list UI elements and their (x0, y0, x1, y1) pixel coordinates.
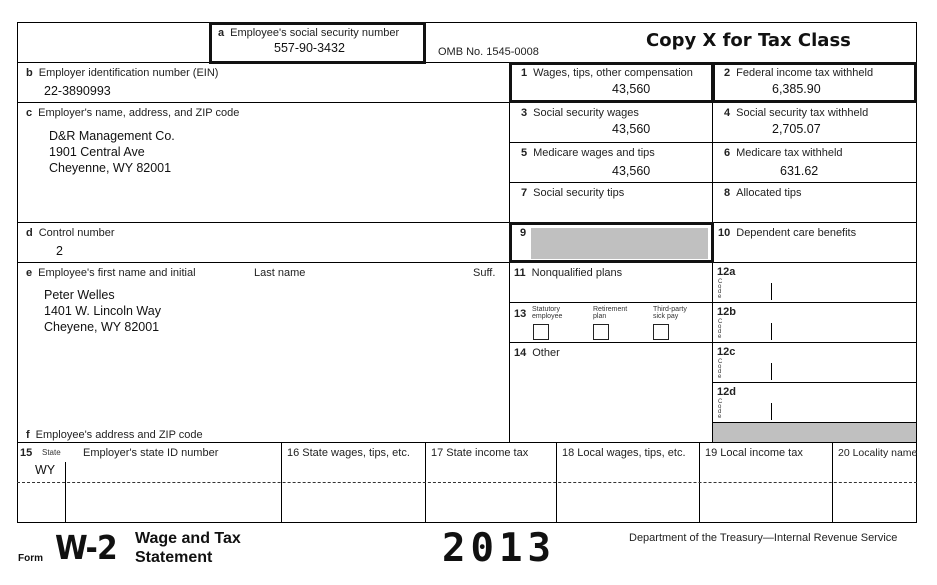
statutory-label-1: Statutory (532, 306, 561, 313)
rule-v-state-id (65, 462, 66, 523)
box-7-label-text: Social security tips (533, 187, 625, 199)
box-9-number: 9 (520, 227, 527, 239)
form-name: W-2 (55, 528, 117, 567)
box-d-label (26, 227, 115, 239)
suffix-label: Suff. (473, 267, 496, 279)
box-d-label-text: Control number (38, 227, 115, 239)
box-e-label-text: Employee's first name and initial (38, 267, 196, 279)
box-8-label (724, 187, 802, 199)
medicare-tax-value[interactable]: 631.62 (780, 164, 819, 178)
box-4-label-text: Social security tax withheld (736, 107, 869, 119)
form-word: Form (18, 553, 43, 564)
wages-value[interactable]: 43,560 (612, 82, 651, 96)
box-7-label (521, 187, 624, 199)
box-14-label (514, 347, 560, 359)
box-a-label-text: Employee's social security number (230, 27, 400, 39)
box-10-label (718, 227, 856, 239)
rule-row-e (17, 262, 917, 263)
form-title-line-2: Statement (135, 549, 213, 566)
box-2-label (724, 67, 873, 79)
ss-tax-value[interactable]: 2,705.07 (772, 122, 821, 136)
box-15-id-label: Employer's state ID number (83, 447, 219, 459)
box-11-label-text: Nonqualified plans (531, 267, 623, 279)
box-12a-code-label: Code (718, 279, 723, 300)
box-b-label-text: Employer identification number (EIN) (38, 67, 219, 79)
box-20-label: 20 Locality name (838, 447, 918, 459)
rule-r-142 (509, 142, 917, 143)
box-5-label-text: Medicare wages and tips (533, 147, 655, 159)
tax-year: 2013 (442, 526, 556, 571)
department-label: Department of the Treasury—Internal Revenue Service (629, 532, 898, 544)
form-title-line-1: Wage and Tax (135, 530, 241, 547)
box-15-state-label: State (42, 448, 61, 457)
shaded-area-below-12d (713, 423, 916, 442)
federal-tax-value[interactable]: 6,385.90 (772, 82, 821, 96)
box-5-number: 5 (521, 147, 528, 159)
employee-city-line[interactable]: Cheyene, WY 82001 (44, 320, 160, 334)
box-1-label (521, 67, 693, 79)
employer-street-line[interactable]: 1901 Central Ave (49, 145, 145, 159)
box-a-label (218, 27, 399, 39)
box-6-label-text: Medicare tax withheld (736, 147, 843, 159)
box-f-letter: f (26, 429, 30, 441)
retirement-label-2: plan (593, 313, 607, 320)
thirdparty-label-2: sick pay (653, 313, 679, 320)
box-e-letter: e (26, 267, 33, 279)
box-f-label-text: Employee's address and ZIP code (35, 429, 203, 441)
box-4-number: 4 (724, 107, 731, 119)
box-f-label (26, 429, 203, 441)
employee-ssn-value[interactable]: 557-90-3432 (274, 41, 345, 55)
box-17-label: 17 State income tax (431, 447, 529, 459)
box-c-letter: c (26, 107, 33, 119)
box-10-number: 10 (718, 227, 731, 239)
box-19-label: 19 Local income tax (705, 447, 803, 459)
statutory-employee-checkbox[interactable] (533, 324, 549, 340)
box-1-label-text: Wages, tips, other compensation (533, 67, 693, 79)
box-6-number: 6 (724, 147, 731, 159)
box-4-label (724, 107, 868, 119)
medicare-wages-value[interactable]: 43,560 (612, 164, 651, 178)
box-12b-code-label: Code (718, 319, 723, 340)
form-title (135, 529, 241, 567)
state-value[interactable]: WY (35, 463, 56, 477)
employer-city-line[interactable]: Cheyenne, WY 82001 (49, 161, 172, 175)
rule-row-15 (17, 442, 917, 443)
retirement-plan-checkbox[interactable] (593, 324, 609, 340)
box-d-letter: d (26, 227, 33, 239)
employee-name-line[interactable]: Peter Welles (44, 288, 115, 302)
box-16-label: 16 State wages, tips, etc. (287, 447, 410, 459)
statutory-label-2: employee (532, 313, 563, 320)
box-c-label-text: Employer's name, address, and ZIP code (38, 107, 240, 119)
box-12b-number: 12b (717, 306, 736, 318)
last-name-label: Last name (254, 267, 306, 279)
thirdparty-label (653, 306, 687, 320)
box-12a-divider (771, 283, 772, 300)
rule-r-302 (509, 302, 917, 303)
statutory-label (532, 306, 562, 320)
box-2-number: 2 (724, 67, 731, 79)
box-12d-number: 12d (717, 386, 736, 398)
box-12a-number: 12a (717, 266, 736, 278)
box-14-label-text: Other (532, 347, 560, 359)
rule-r-382 (712, 382, 917, 383)
box-10-label-text: Dependent care benefits (736, 227, 857, 239)
box-2-label-text: Federal income tax withheld (736, 67, 874, 79)
rule-r-342 (509, 342, 917, 343)
thirdparty-label-1: Third-party (653, 306, 687, 313)
third-party-sick-pay-checkbox[interactable] (653, 324, 669, 340)
box-9-shade (531, 228, 708, 259)
ein-value[interactable]: 22-3890993 (44, 84, 111, 98)
box-12b-divider (771, 323, 772, 340)
box-15-number: 15 (20, 447, 33, 459)
box-12c-divider (771, 363, 772, 380)
box-1-number: 1 (521, 67, 528, 79)
control-number-value[interactable]: 2 (56, 244, 63, 258)
box-14-number: 14 (514, 347, 527, 359)
retirement-label (593, 306, 627, 320)
box-11-label (514, 267, 622, 279)
box-18-label: 18 Local wages, tips, etc. (562, 447, 686, 459)
box-13-number: 13 (514, 308, 527, 320)
employer-name-line[interactable]: D&R Management Co. (49, 129, 175, 143)
box-3-label-text: Social security wages (533, 107, 639, 119)
box-12c-number: 12c (717, 346, 736, 358)
box-c-label (26, 107, 239, 119)
box-a-letter: a (218, 27, 225, 39)
box-12d-code-label: Code (718, 399, 723, 420)
box-3-label (521, 107, 639, 119)
box-6-label (724, 147, 843, 159)
retirement-label-1: Retirement (593, 306, 628, 313)
box-b-label (26, 67, 218, 79)
state-row-dashed-divider (17, 482, 917, 483)
box-3-number: 3 (521, 107, 528, 119)
ss-wages-value[interactable]: 43,560 (612, 122, 651, 136)
box-7-number: 7 (521, 187, 528, 199)
box-e-label (26, 267, 196, 279)
omb-number: OMB No. 1545-0008 (438, 46, 539, 58)
box-b-letter: b (26, 67, 33, 79)
copy-title: Copy X for Tax Class (646, 30, 851, 51)
box-8-label-text: Allocated tips (736, 187, 802, 199)
rule-r-182 (509, 182, 917, 183)
rule-row-d (17, 222, 917, 223)
box-12c-code-label: Code (718, 359, 723, 380)
employee-street-line[interactable]: 1401 W. Lincoln Way (44, 304, 161, 318)
box-12d-divider (771, 403, 772, 420)
box-8-number: 8 (724, 187, 731, 199)
box-11-number: 11 (514, 267, 526, 279)
box-5-label (521, 147, 655, 159)
